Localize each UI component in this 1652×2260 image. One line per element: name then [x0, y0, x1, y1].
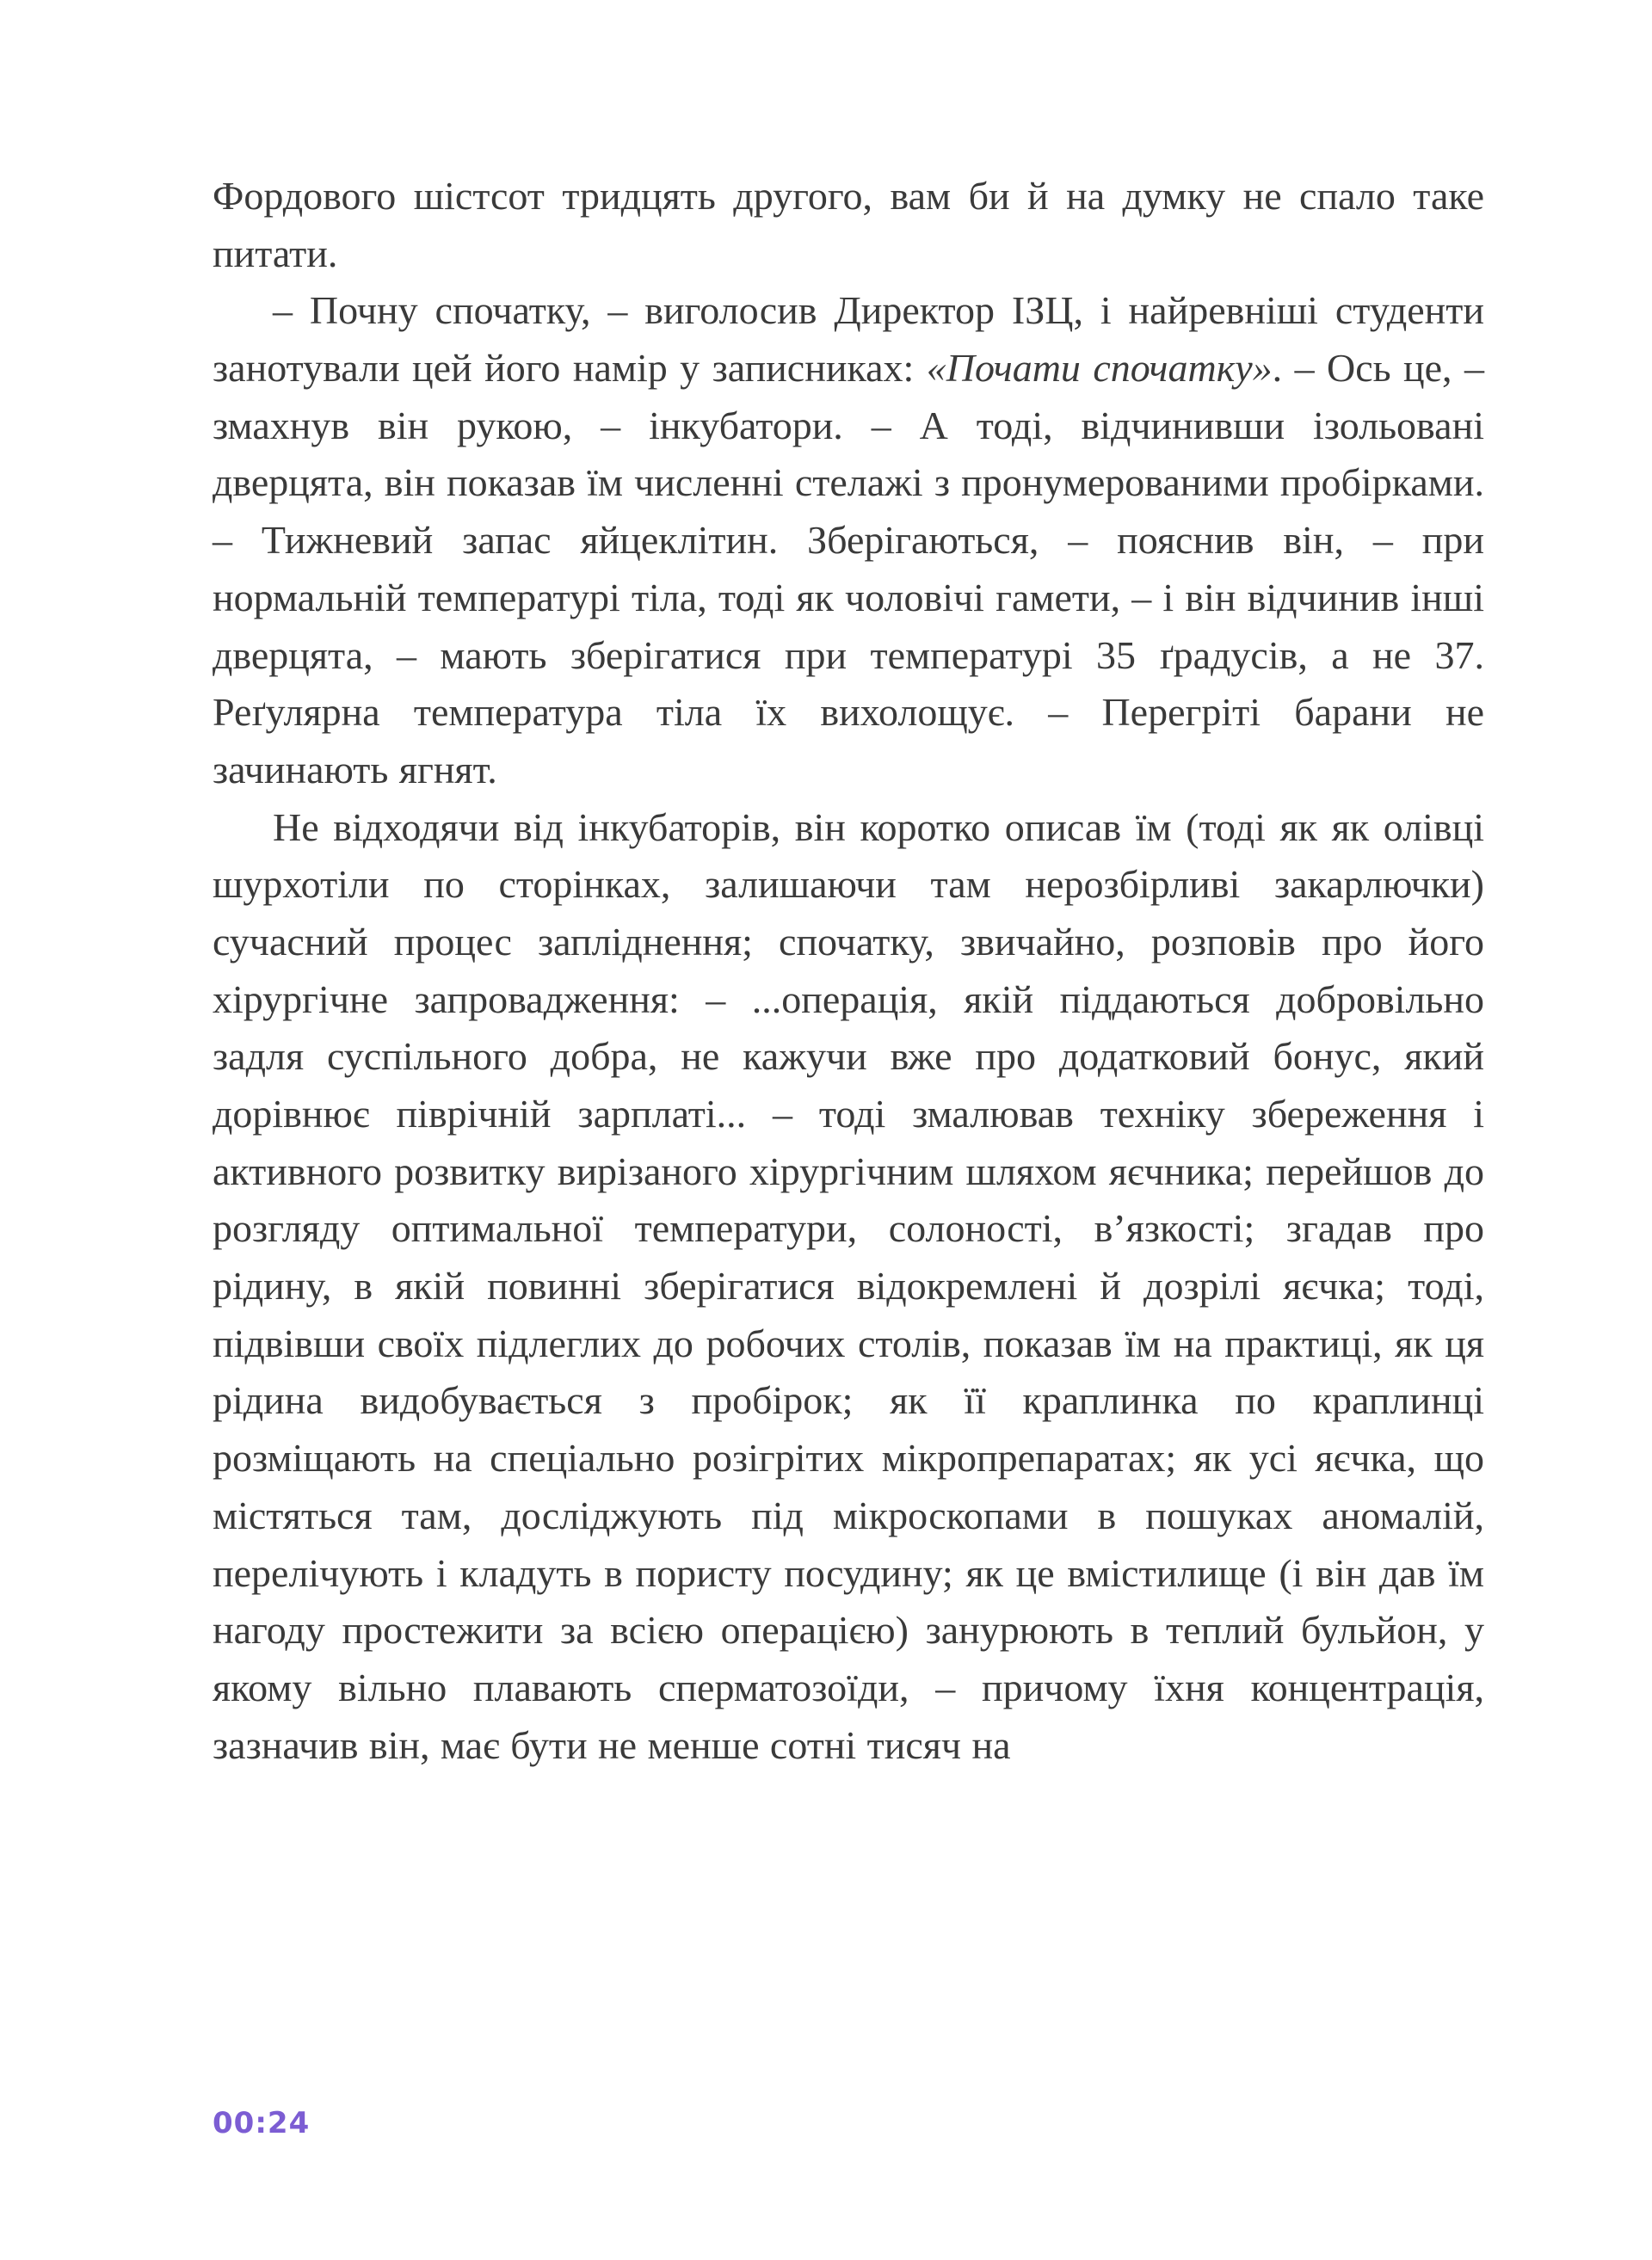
reader-footer	[213, 2106, 310, 2140]
paragraph-1	[213, 168, 1484, 282]
text-run: Фордового шістсот тридцять другого, вам би й на думку не спало таке питати.	[213, 174, 1484, 275]
text-run: . – Ось це, – змахнув він рукою, – інкубатори. – А тоді, відчинивши ізольовані дверцята, він показав їм численні стелажі з пронумерованими пробірками. – Тижневий запас яйцеклітин. Зберігаються, – пояснив він, – при нормальній температурі тіла, тоді як чоловічі гамети, – і він відчинив інші дверцята, – мають зберігатися при температурі 35 ґрадусів, а не 37. Реґулярна температура тіла їх вихолощує. – Перегріті барани не зачинають ягнят.	[213, 346, 1484, 791]
reading-clock: 00:24	[213, 2106, 311, 2140]
text-run: – Почну спочатку, – виголосив Директор ІЗЦ, і найревніші студенти занотували цей його намір у записниках:	[213, 288, 1484, 391]
paragraph-2	[213, 282, 1484, 798]
italic-run: «Почати спочатку»	[926, 346, 1273, 391]
text-run: Не відходячи від інкубаторів, він коротко описав їм (тоді як як олівці шурхотіли по сторінках, залишаючи там нерозбірливі закарлючки) сучасний процес запліднення; спочатку, звичайно, розповів про його хірургічне запровадження: – ...операція, якій піддаються добровільно задля суспільного добра, не кажучи вже про додатковий бонус, який дорівнює піврічній зарплаті... – тоді змалював техніку збереження і активного розвитку вирізаного хірургічним шляхом яєчника; перейшов до розгляду оптимальної температури, солоності, в’язкості; згадав про рідину, в якій повинні зберігатися відокремлені й дозрілі яєчка; тоді, підвівши своїх підлеглих до робочих столів, показав їм на практиці, як ця рідина видобувається з пробірок; як її краплинка по краплинці розміщають на спеціально розігрітих мікропрепаратах; як усі яєчка, що містяться там, досліджують під мікроскопами в пошуках аномалій, перелічують і кладуть в пористу посудину; як це вмістилище (і він дав їм нагоду простежити за всією операцією) занурюють в теплий бульйон, у якому вільно плавають сперматозоїди, – причому їхня концентрація, зазначив він, має бути не менше сотні тисяч на	[213, 804, 1484, 1767]
book-text	[213, 168, 1484, 1774]
paragraph-3	[213, 799, 1484, 1775]
